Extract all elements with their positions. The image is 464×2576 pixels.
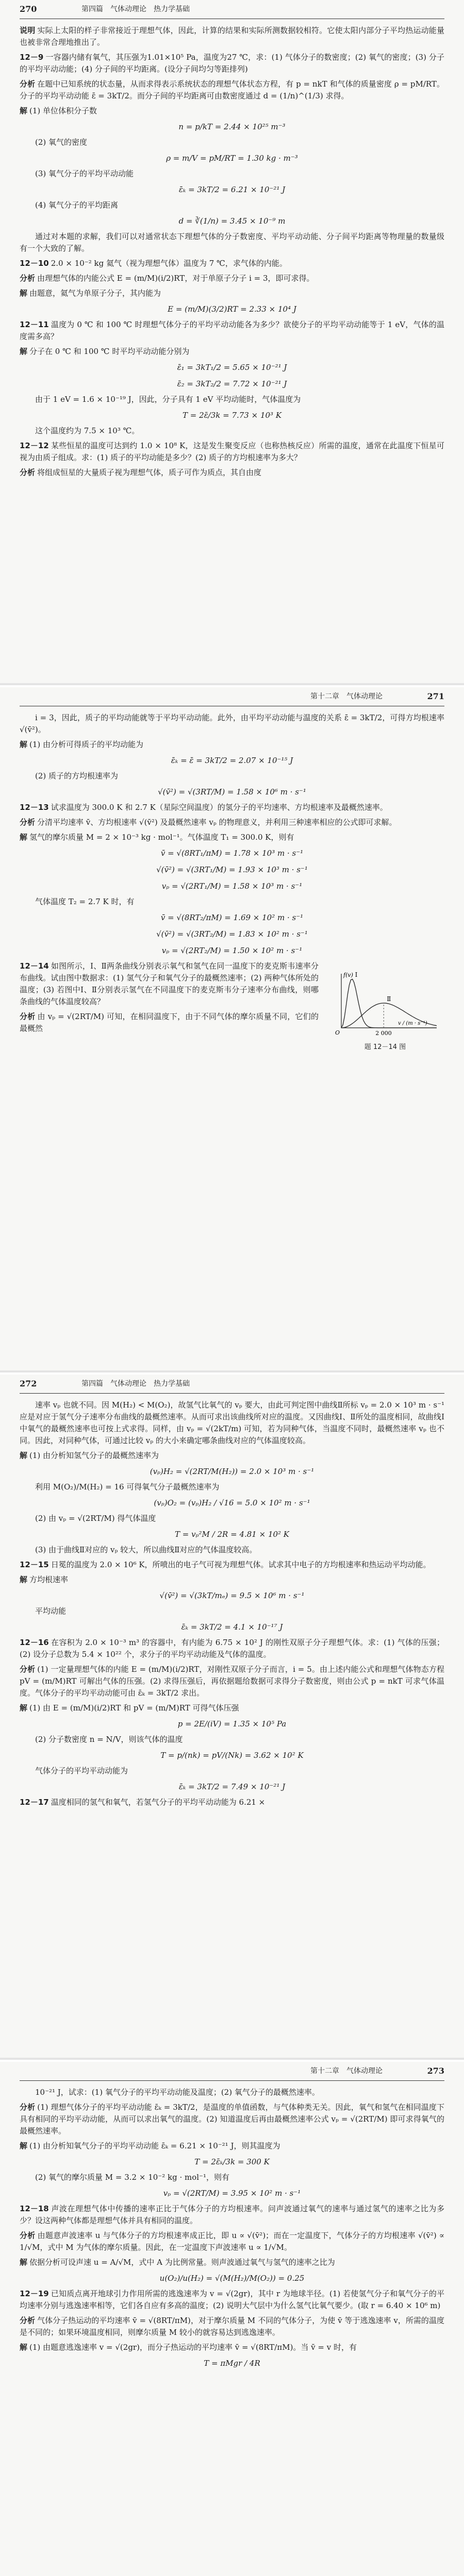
paragraph-text: 某些恒星的温度可达到约 1.0 × 10⁸ K，这是发生聚变反应（也称热核反应）所需的温度，通常在此温度下恒星可视为由质子组成。求：(1) 质子的平均动能是多少？(2) 质子的方均根速率为多大？	[20, 441, 444, 462]
equation: ε̄ₖ = 3kT/2 = 4.1 × 10⁻¹⁷ J	[181, 1622, 283, 1632]
problem-label: 解	[20, 1451, 28, 1460]
paragraph-text: 在容积为 2.0 × 10⁻³ m³ 的容器中，有内能为 6.75 × 10² J 的刚性双原子分子理想气体。求：(1) 气体的压强；(2) 设分子总数为 5.4 × 10²² 个，求分子的平均平动动能及气体的温度。	[20, 1638, 444, 1659]
paragraph-text: (1) 一定量理想气体的内能 E = (m/M)(i/2)RT，对刚性双原子分子而言，i = 5。由上述内能公式和理想气体物态方程 pV = (m/M)RT 可解出气体的压强。(2) 求得压强后，再依据题给数据可求得分子数密度，则由公式 p = nkT 可求气体温度。气体分子的平均平动动能可由 ε̄ₖ = 3kT/2 求出。	[20, 1665, 444, 1698]
page-number: 272	[20, 1379, 37, 1388]
equation: E = (m/M)(3/2)RT = 2.33 × 10⁴ J	[168, 304, 296, 314]
paragraph	[20, 770, 444, 782]
paragraph-text: 实际上太阳的样子非常接近于理想气体，因此，计算的结果和实际所测数据较相符。它使太阳内部分子平均热运动能量也被非常合理地推出了。	[20, 26, 444, 47]
running-header	[20, 2062, 444, 2081]
paragraph-text: 分子在 0 ℃ 和 100 ℃ 时平均平动动能分别为	[29, 347, 190, 356]
distribution-chart	[326, 963, 444, 1041]
equation: T = πMgr / 4R	[204, 2359, 260, 2368]
running-header	[20, 687, 444, 706]
paragraph	[20, 168, 444, 180]
paragraph-text: i = 3，因此，质子的平均动能就等于平均平动动能。此外，由平均平动动能与温度的关系 ε̄ = 3kT/2，可得方均根速率 √(v̄²)。	[20, 713, 444, 734]
paragraph-text: 速率 vₚ 也就不同。因 M(H₂) < M(O₂)，故氢气比氧气的 vₚ 要大，由此可判定图中曲线Ⅱ所标 vₚ = 2.0 × 10³ m · s⁻¹ 应是对应于氢气分子速率分布曲线的最概然速率。从而可求出该曲线所对应的温度。又因曲线Ⅰ、Ⅱ所处的温度相同，故曲线Ⅰ中氧气的最概然速率也可按上式求得。同样，由 vₚ = √(2kT/m) 可知，若为同种气体，当温度不同时，最概然速率 vₚ 也不同。因此，对同种气体，可通过比较 vₚ 的大小来确定哪条曲线对应的气体温度较高。	[20, 1400, 444, 1445]
origin-label: O	[335, 1029, 340, 1036]
equation: √(v̄²) = √(3RT₁/M) = 1.93 × 10³ m · s⁻¹	[156, 865, 308, 874]
paragraph-text: 由题意，氦气为单原子分子，其内能为	[29, 289, 161, 298]
paragraph-text: (3) 氧气分子的平均平动动能	[35, 169, 134, 178]
paragraph-text: 将组成恒星的大量质子视为理想气体，质子可作为质点，其自由度	[37, 468, 262, 477]
equation: vₚ = √(2RT/M) = 3.95 × 10² m · s⁻¹	[163, 2189, 301, 2198]
paragraph-text: (2) 氧气的密度	[35, 138, 88, 147]
paragraph	[20, 78, 444, 102]
problem-label: 分析	[20, 818, 36, 827]
problem-label: 解	[20, 106, 28, 115]
equation: √(v̄²) = √(3RT/M) = 1.58 × 10⁶ m · s⁻¹	[158, 787, 306, 796]
book-page	[0, 1375, 464, 2060]
paragraph-text: (2) 氧气的摩尔质量 M = 3.2 × 10⁻² kg · mol⁻¹，则有	[35, 2173, 229, 2182]
paragraph-text: 如图所示，Ⅰ、Ⅱ两条曲线分别表示氧气和氢气在同一温度下的麦克斯韦速率分布曲线。试由图中数据求：(1) 氢气分子和氧气分子的最概然速率；(2) 两种气体所处的温度；(3) 若图中Ⅰ、Ⅱ分别表示氢气在不同温度下的麦克斯韦分子速率分布曲线，则哪条曲线的气体温度较高？	[20, 961, 319, 1006]
equation: √(v̄²) = √(3kT/mₑ) = 9.5 × 10⁶ m · s⁻¹	[159, 1591, 305, 1600]
paragraph-text: 依据分析可设声速 u = A/√M，式中 A 为比例常量。则声波通过氧气与氢气的速率之比为	[29, 2258, 335, 2267]
equation: T = 2ε̄ₖ/3k = 300 K	[194, 2157, 270, 2166]
running-title: 第十二章 气体动理论	[310, 2067, 383, 2075]
problem-label: 解	[20, 1575, 28, 1584]
problem-label: 解	[20, 740, 28, 749]
curve-label: Ⅱ	[387, 995, 391, 1003]
paragraph-text: (1) 由分析知氧气分子的平均平动动能 ε̄ₖ = 6.21 × 10⁻²¹ J，则其温度为	[29, 2141, 280, 2150]
paragraph-text: 2.0 × 10⁻² kg 氦气（视为理想气体）温度为 7 ℃，求气体的内能。	[51, 259, 287, 268]
equation: vₚ = √(2RT₂/M) = 1.50 × 10² m · s⁻¹	[161, 946, 303, 955]
problem-label: 12－9	[20, 53, 44, 62]
running-title: 第十二章 气体动理论	[310, 692, 383, 701]
problem-label: 分析	[20, 79, 36, 89]
paragraph	[20, 1702, 444, 1714]
paragraph	[20, 440, 444, 464]
paragraph	[20, 258, 444, 269]
problem-label: 12－19	[20, 2289, 49, 2298]
problem-label: 12－10	[20, 259, 49, 268]
paragraph-text: (1) 由 E = (m/M)(i/2)RT 和 pV = (m/M)RT 可得气体压强	[29, 1703, 239, 1713]
paragraph	[20, 2087, 444, 2098]
paragraph-text: (1) 由分析知氢气分子的最概然速率为	[29, 1451, 159, 1460]
running-header	[20, 1375, 444, 1394]
curve-label: Ⅰ	[355, 971, 358, 978]
x-axis-label: v / (m · s⁻¹)	[398, 1021, 427, 1026]
equation: T = 2ε̄/3k = 7.73 × 10³ K	[182, 411, 282, 420]
paragraph	[20, 273, 444, 284]
paragraph	[20, 394, 444, 405]
equation: p = 2E/(iV) = 1.35 × 10⁵ Pa	[177, 1719, 287, 1728]
paragraph-text: (1) 单位体积分子数	[29, 106, 97, 115]
book-page	[0, 2062, 464, 2576]
paragraph-text: (3) 由于曲线Ⅱ对应的 vₚ 较大，所以曲线Ⅱ对应的气体温度较高。	[35, 1545, 257, 1554]
problem-label: 解	[20, 347, 28, 356]
problem-label: 12－14	[20, 961, 49, 971]
paragraph-text: 一容器内储有氧气，其压强为1.01×10⁵ Pa，温度为27 ℃，求：(1) 气体分子的数密度；(2) 氧气的密度；(3) 分子的平均平动动能；(4) 分子间的平均距离。(设分子间均匀等距排列)	[20, 53, 444, 74]
paragraph	[20, 1559, 444, 1571]
paragraph	[20, 346, 444, 358]
equation: n = p/kT = 2.44 × 10²⁵ m⁻³	[178, 122, 286, 131]
equation: u(O₂)/u(H₂) = √(M(H₂)/M(O₂)) = 0.25	[159, 2274, 305, 2283]
page-number: 270	[20, 4, 37, 14]
problem-label: 12－18	[20, 2204, 49, 2213]
problem-label: 分析	[20, 274, 36, 283]
paragraph-text: 日冕的温度为 2.0 × 10⁶ K，所喷出的电子气可视为理想气体。试求其中电子的方均根速率和热运动平均动能。	[51, 1560, 431, 1569]
paragraph	[20, 832, 444, 843]
paragraph	[20, 137, 444, 148]
paragraph-text: 试求温度为 300.0 K 和 2.7 K（星际空间温度）的氢分子的平均速率、方均根速率及最概然速率。	[51, 803, 388, 812]
equation: v̄ = √(8RT₂/πM) = 1.69 × 10² m · s⁻¹	[160, 913, 304, 922]
paragraph	[20, 2230, 444, 2253]
problem-label: 12－15	[20, 1560, 49, 1569]
problem-label: 解	[20, 2258, 28, 2267]
paragraph-text: 已知质点离开地球引力作用所需的逃逸速率为 v = √(2gr)，其中 r 为地球半径。(1) 若使氢气分子和氧气分子的平均速率分别与逃逸速率相等，它们各自应有多高的温度；(2) 说明大气层中为什么氢气比氧气要少。(取 r = 6.40 × 10⁶ m)	[20, 2289, 444, 2310]
equation: vₚ = √(2RT₁/M) = 1.58 × 10³ m · s⁻¹	[161, 882, 303, 891]
paragraph	[20, 2257, 444, 2268]
problem-label: 解	[20, 289, 28, 298]
paragraph	[20, 105, 444, 117]
paragraph-text: 温度为 0 ℃ 和 100 ℃ 时理想气体分子的平均平动动能各为多少？欲使分子的平均平动动能等于 1 eV，气体的温度需多高？	[20, 320, 444, 341]
paragraph-text: 由题意声波速率 u 与气体分子的方均根速率成正比，即 u ∝ √(v̄²)；而在一定温度下，气体分子的方均根速率 √(v̄²) ∝ 1/√M，式中 M 为气体的摩尔质量。因此，在一定温度下声波速率 u ∝ 1/√M。	[20, 2231, 444, 2252]
paragraph	[20, 319, 444, 343]
paragraph-text: (2) 分子数密度 n = N/V，则该气体的温度	[35, 1735, 183, 1744]
paragraph-text: (1) 理想气体分子的平均平动动能 ε̄ₖ = 3kT/2，是温度的单值函数，与气体种类无关。因此，氧气和氢气在相同温度下具有相同的平均平动动能，从而可以求出氧气的温度。(2) 知道温度后再由最概然速率公式 vₚ = √(2RT/M) 即可求得氧气的最概然速率。	[20, 2103, 444, 2136]
paragraph-text: 这个温度约为 7.5 × 10³ ℃。	[35, 426, 140, 435]
paragraph	[20, 2288, 444, 2312]
paragraph	[20, 739, 444, 751]
equation: ε̄₁ = 3kT₁/2 = 5.65 × 10⁻²¹ J	[177, 363, 287, 372]
equation: T = p/(nk) = pV/(Nk) = 3.62 × 10² K	[160, 1751, 304, 1760]
figure-caption: 题 12－14 图	[364, 1043, 406, 1051]
paragraph	[20, 25, 444, 48]
paragraph	[20, 2342, 444, 2353]
paragraph	[20, 2140, 444, 2152]
paragraph-text: 气体分子热运动的平均速率 v̄ = √(8RT/πM)，对于摩尔质量 M 不同的气体分子，为使 v̄ 等于逃逸速率 v，所需的温度是不同的；如果环境温度相同，则摩尔质量 M 较小的就容易达到逃逸速率。	[20, 2316, 444, 2337]
equation: ε̄ₖ = ε̄ = 3kT/2 = 2.07 × 10⁻¹⁵ J	[171, 756, 293, 765]
equation: ε̄₂ = 3kT₂/2 = 7.72 × 10⁻²¹ J	[177, 379, 287, 388]
equation: √(v̄²) = √(3RT₂/M) = 1.83 × 10² m · s⁻¹	[156, 929, 308, 939]
paragraph-text: 气体分子的平均平动动能为	[35, 1766, 128, 1775]
paragraph	[20, 1450, 444, 1462]
paragraph	[20, 467, 444, 479]
problem-label: 分析	[20, 2103, 36, 2112]
paragraph	[20, 1765, 444, 1777]
paragraph	[20, 231, 444, 255]
paragraph	[20, 199, 444, 211]
paragraph-text: 利用 M(O₂)/M(H₂) = 16 可得氧气分子最概然速率为	[35, 1482, 220, 1492]
paragraph-text: 分清平均速率 v̄、方均根速率 √(v̄²) 及最概然速率 vₚ 的物理意义，并利用三种速率相应的公式即可求解。	[37, 818, 397, 827]
paragraph	[20, 1513, 444, 1524]
paragraph-text: 由于 1 eV = 1.6 × 10⁻¹⁹ J，因此，分子具有 1 eV 平均动能时，气体温度为	[35, 395, 301, 404]
problem-label: 分析	[20, 1665, 36, 1674]
paragraph-text: 通过对本题的求解，我们可以对通常状态下理想气体的分子数密度、平均平动动能、分子间平均距离等物理量的数量级有一个大致的了解。	[20, 232, 444, 253]
paragraph-text: (1) 由题意逃逸速率 v = √(2gr)，而分子热运动的平均速率 v̄ = √(8RT/πM)。当 v̄ = v 时，有	[29, 2343, 357, 2352]
problem-label: 12－12	[20, 441, 49, 450]
problem-label: 分析	[20, 468, 36, 477]
running-title: 第四篇 气体动理论 热力学基础	[81, 1380, 190, 1388]
paragraph	[20, 802, 444, 814]
paragraph	[20, 2102, 444, 2137]
paragraph-text: 由理想气体的内能公式 E = (m/M)(i/2)RT，对于单原子分子 i = 3，即可求得。	[37, 274, 314, 283]
running-header	[20, 0, 444, 19]
paragraph-text: (1) 由分析可得质子的平均动能为	[29, 740, 144, 749]
paragraph-text: 温度相同的氢气和氧气，若氢气分子的平均平动动能为 6.21 ×	[51, 1798, 266, 1807]
paragraph	[20, 1574, 444, 1586]
paragraph-text: (2) 质子的方均根速率为	[35, 771, 119, 781]
problem-label: 解	[20, 2343, 28, 2352]
paragraph-text: (4) 氧气分子的平均距离	[35, 200, 119, 210]
problem-label: 12－13	[20, 803, 49, 812]
paragraph-text: 在题中已知系统的状态量，从而求得表示系统状态的理想气体状态方程，有 p = nkT 和气体的质量密度 ρ = pM/RT。分子的平均平动动能 ε̄ = 3kT/2。而分子间的平均距离可由数密度通过 d = (1/n)^(1/3) 求得。	[20, 79, 444, 100]
paragraph	[20, 2172, 444, 2183]
paragraph	[20, 712, 444, 736]
page-content	[20, 1399, 444, 2052]
problem-label: 分析	[20, 2231, 36, 2240]
page-content	[20, 712, 444, 1364]
problem-label: 解	[20, 2141, 28, 2150]
problem-label: 说明	[20, 26, 36, 35]
y-axis-label: f(v)	[343, 972, 353, 978]
equation: ε̄ₖ = 3kT/2 = 6.21 × 10⁻²¹ J	[178, 185, 286, 194]
paragraph	[20, 1481, 444, 1493]
page-number: 273	[427, 2066, 444, 2076]
paragraph	[20, 425, 444, 437]
paragraph	[20, 287, 444, 299]
equation: T = vₚ²M / 2R = 4.81 × 10² K	[174, 1530, 290, 1539]
equation: (vₚ)H₂ = √(2RT/M(H₂)) = 2.0 × 10³ m · s⁻¹	[150, 1467, 314, 1476]
equation: ρ = m/V = pM/RT = 1.30 kg · m⁻³	[166, 154, 298, 163]
page-content	[20, 25, 444, 677]
paragraph	[20, 1664, 444, 1699]
equation: (vₚ)O₂ = (vₚ)H₂ / √16 = 5.0 × 10² m · s⁻¹	[154, 1498, 310, 1507]
maxwell-distribution-figure	[326, 963, 444, 1051]
problem-label: 解	[20, 1703, 28, 1713]
paragraph	[20, 52, 444, 75]
paragraph-text: 10⁻²¹ J，试求：(1) 氧气分子的平均平动动能及温度；(2) 氧气分子的最概然速率。	[35, 2088, 320, 2097]
running-title: 第四篇 气体动理论 热力学基础	[81, 5, 190, 13]
paragraph-text: 氢气的摩尔质量 M = 2 × 10⁻³ kg · mol⁻¹。气体温度 T₁ = 300.0 K，则有	[29, 833, 294, 842]
paragraph	[20, 1544, 444, 1556]
paragraph-text: 由 vₚ = √(2RT/M) 可知，在相同温度下，由于不同气体的摩尔质量不同，它们的最概然	[20, 1012, 319, 1033]
page-number: 271	[427, 691, 444, 701]
paragraph	[20, 1605, 444, 1617]
paragraph	[20, 2315, 444, 2338]
paragraph-text: 平均动能	[35, 1606, 67, 1616]
paragraph	[20, 896, 444, 908]
problem-label: 分析	[20, 2316, 36, 2325]
equation: d = ∛(1/n) = 3.45 × 10⁻⁹ m	[178, 216, 286, 226]
page-content	[20, 2087, 444, 2576]
paragraph	[20, 1637, 444, 1660]
problem-label: 解	[20, 833, 28, 842]
equation: ε̄ₖ = 3kT/2 = 7.49 × 10⁻²¹ J	[178, 1782, 286, 1791]
paragraph-text: 声波在理想气体中传播的速率正比于气体分子的方均根速率。问声波通过氧气的速率与通过氢气的速率之比为多少？设这两种气体都是理想气体并具有相同的温度。	[20, 2204, 444, 2225]
paragraph	[20, 817, 444, 828]
paragraph-text: 方均根速率	[29, 1575, 69, 1584]
paragraph	[20, 2203, 444, 2227]
paragraph	[20, 1797, 444, 1808]
paragraph	[20, 1399, 444, 1447]
book-page	[0, 0, 464, 685]
problem-label: 12－16	[20, 1638, 49, 1647]
paragraph	[20, 1734, 444, 1745]
book-page	[0, 687, 464, 1372]
paragraph-text: (2) 由 vₚ = √(2RT/M) 得气体温度	[35, 1514, 156, 1523]
equation: v̄ = √(8RT₁/πM) = 1.78 × 10³ m · s⁻¹	[160, 849, 304, 858]
paragraph-text: 气体温度 T₂ = 2.7 K 时，有	[35, 897, 135, 906]
problem-label: 12－11	[20, 320, 49, 329]
tick-label: 2 000	[375, 1030, 392, 1037]
problem-label: 分析	[20, 1012, 36, 1021]
problem-label: 12－17	[20, 1798, 49, 1807]
